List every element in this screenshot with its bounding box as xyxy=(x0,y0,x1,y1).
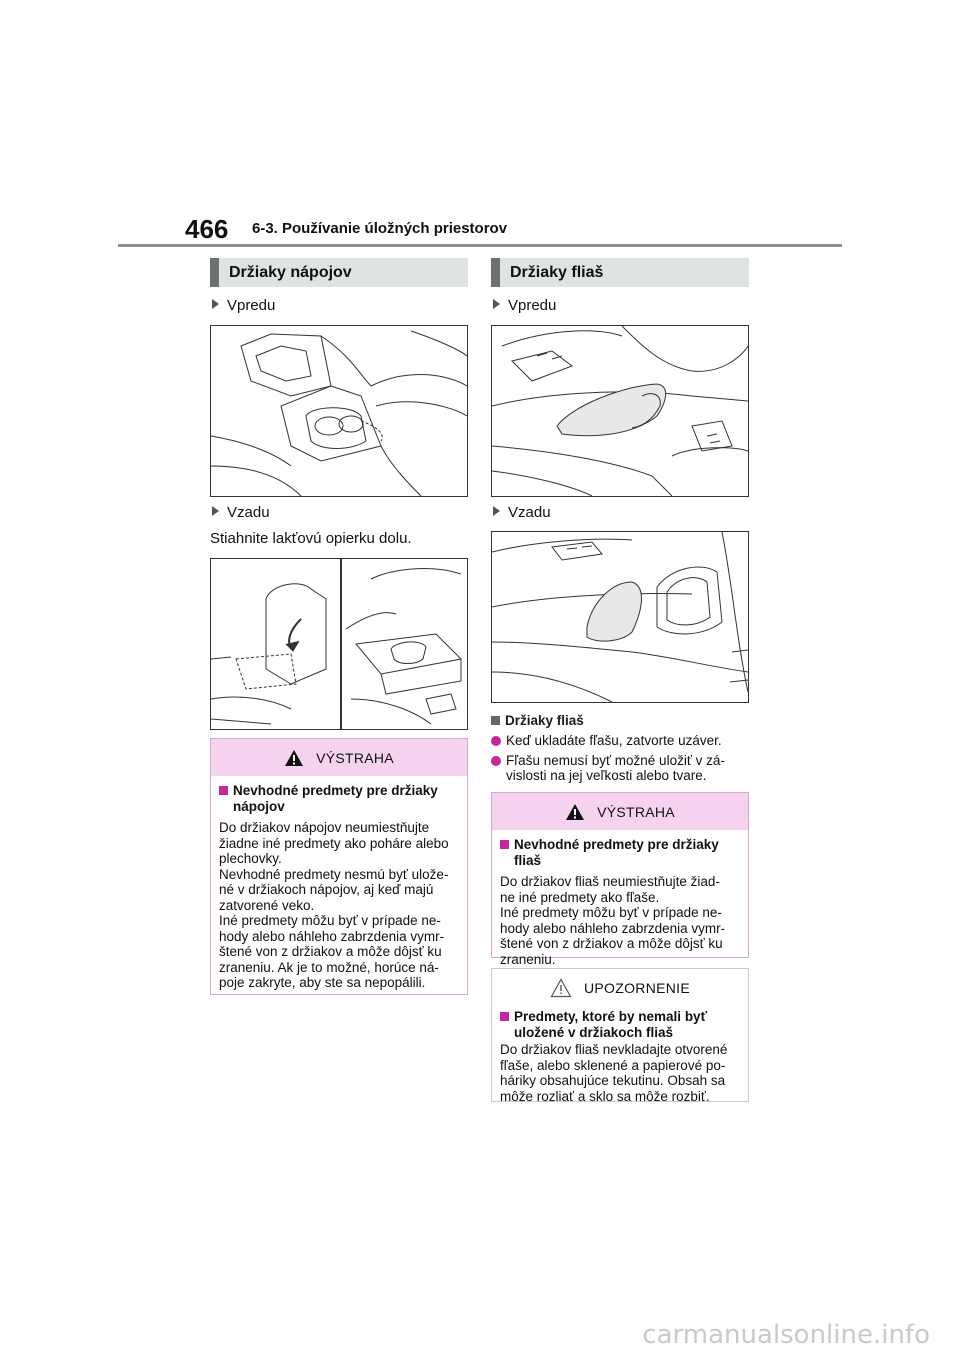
notice-triangle-icon xyxy=(550,978,572,998)
rear-bottle-holder-illustration xyxy=(491,531,749,703)
square-bullet-icon xyxy=(500,1012,509,1021)
front-cup-holder-illustration xyxy=(210,325,468,497)
subheading-front-bottle xyxy=(493,297,556,314)
warning-subheading-text: Nevhodné predmety pre držiaky nápojov xyxy=(233,783,438,814)
warning-triangle-icon xyxy=(565,803,585,821)
notice-subheading-text: Predmety, ktoré by nemali byť uložené v držiakoch fliaš xyxy=(514,1009,708,1040)
front-bottle-holder-illustration xyxy=(491,325,749,497)
warning-box-bottle-holders xyxy=(491,792,749,967)
subheading-rear-bottle xyxy=(493,504,551,521)
warning-subheading-text: Nevhodné predmety pre držiaky fliaš xyxy=(514,837,719,868)
square-bullet-icon xyxy=(491,716,500,725)
bullet-dot-icon xyxy=(491,756,501,766)
warning-header xyxy=(492,793,748,830)
watermark: carmanualsonline.info xyxy=(642,1320,930,1350)
warning-triangle-icon xyxy=(284,749,304,767)
triangle-bullet-icon xyxy=(212,506,219,516)
warning-subheading xyxy=(219,783,459,814)
subheading-rear xyxy=(212,504,270,521)
warning-header xyxy=(211,739,467,776)
header-rule xyxy=(118,244,842,247)
square-bullet-icon xyxy=(500,840,509,849)
bullet-dot-icon xyxy=(491,736,501,746)
warning-body: Do držiakov nápojov neumiestňujte žiadne iné predmety ako poháre alebo plechovky. Nevhodné predmety nesmú byť ulože- né v držiakoch nápojov, aj keď majú zatvorené veko. Iné predmety môžu byť v prípade ne- hody alebo náhleho zabrzdenia vymr- štené von z držiakov a môže dôjsť ku zraneniu. Ak je to možné, horúce ná- poje zakryte, aby ste sa nepopálili. xyxy=(219,820,449,990)
subheading-front xyxy=(212,297,275,314)
notice-title: UPOZORNENIE xyxy=(584,979,690,996)
list-item xyxy=(491,753,749,783)
section-heading-bottle-holders: Držiaky fliaš xyxy=(491,258,749,287)
note-heading-text: Držiaky fliaš xyxy=(505,713,584,728)
square-bullet-icon xyxy=(219,786,228,795)
triangle-bullet-icon xyxy=(493,299,500,309)
note-heading xyxy=(491,713,584,728)
warning-title: VÝSTRAHA xyxy=(316,749,394,766)
subheading-front-label: Vpredu xyxy=(227,297,276,314)
notice-box-bottle-holders xyxy=(491,968,749,1102)
list-item xyxy=(491,733,749,748)
subheading-rear-label: Vzadu xyxy=(227,504,270,521)
chapter-title: 6-3. Používanie úložných priestorov xyxy=(252,220,508,237)
subheading-front-bottle-label: Vpredu xyxy=(508,297,557,314)
warning-subheading xyxy=(500,837,740,868)
rear-instruction: Stiahnite lakťovú opierku dolu. xyxy=(210,530,412,547)
triangle-bullet-icon xyxy=(212,299,219,309)
subheading-rear-bottle-label: Vzadu xyxy=(508,504,551,521)
page-number: 466 xyxy=(185,214,229,244)
list-item-text: Keď ukladáte fľašu, zatvorte uzáver. xyxy=(506,733,722,748)
notice-header xyxy=(492,969,748,1006)
section-heading-cup-holders: Držiaky nápojov xyxy=(210,258,468,287)
notice-body: Do držiakov fliaš nevkladajte otvorené fľaše, alebo sklenené a papierové po- háriky obsahujúce tekutinu. Obsah sa môže rozliať a sklo sa môže rozbiť. xyxy=(500,1042,728,1104)
warning-box-cup-holders xyxy=(210,738,468,995)
list-item-text: Fľašu nemusí byť možné uložiť v zá- vislosti na jej veľkosti alebo tvare. xyxy=(506,753,725,783)
notice-subheading xyxy=(500,1009,740,1040)
triangle-bullet-icon xyxy=(493,506,500,516)
warning-title: VÝSTRAHA xyxy=(597,803,675,820)
rear-cup-holder-illustration xyxy=(210,558,468,730)
warning-body: Do držiakov fliaš neumiestňujte žiad- ne iné predmety ako fľaše. Iné predmety môžu byť v prípade ne- hody alebo náhleho zabrzdenia vymr- štené von z držiakov a môže dôjsť ku zraneniu. xyxy=(500,874,726,967)
